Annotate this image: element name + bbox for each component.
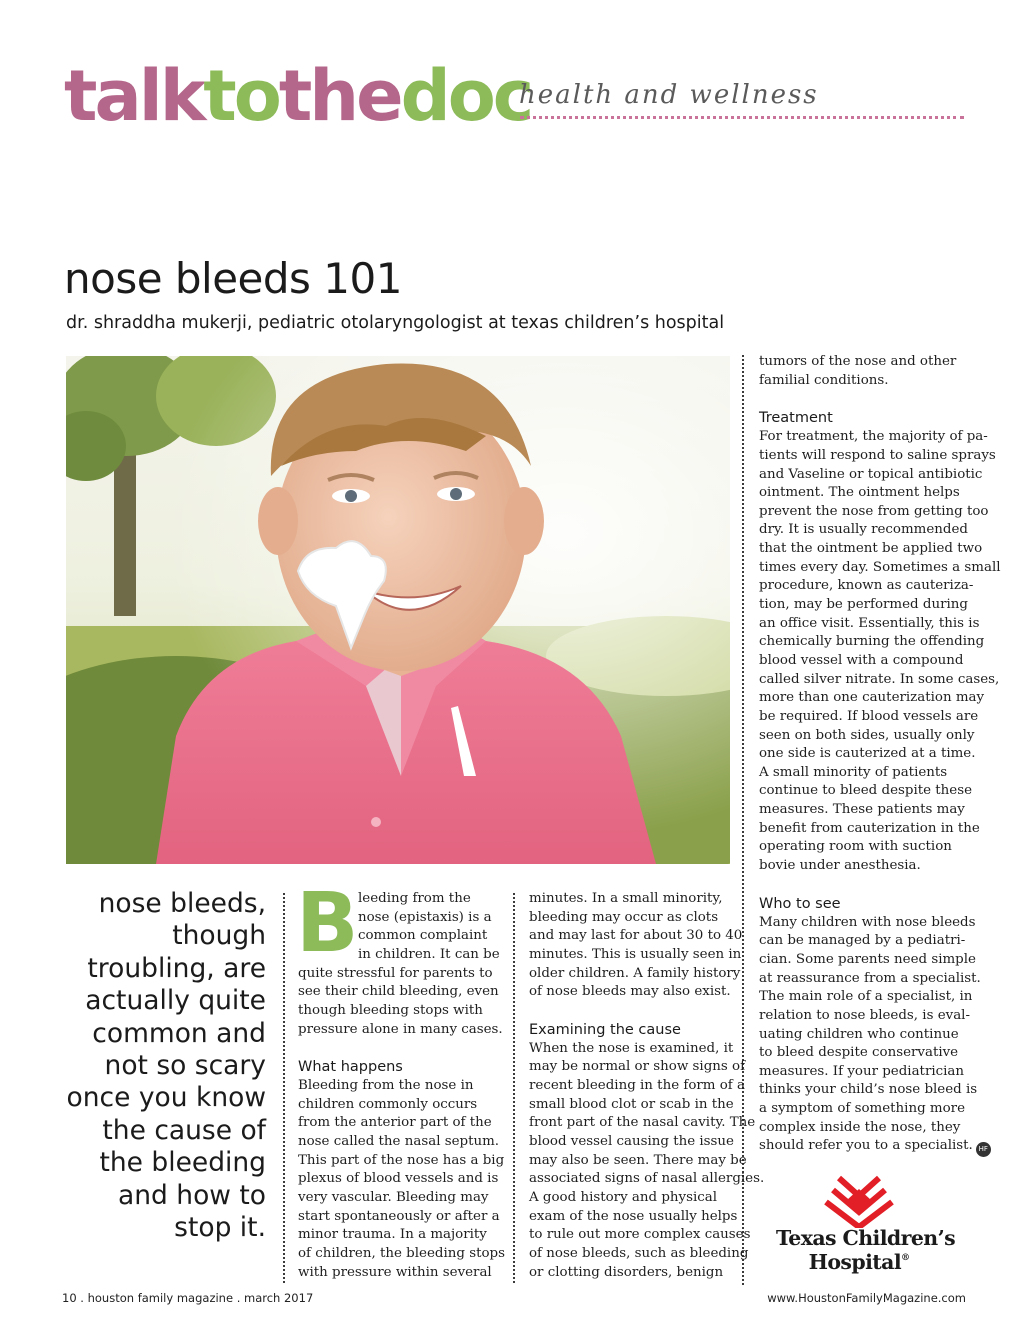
- pull-quote-line: and how to: [118, 1179, 266, 1211]
- text-line: may also be seen. There may be: [529, 1152, 747, 1168]
- column3-body: [759, 353, 1001, 1156]
- pull-quote-line: once you know: [66, 1082, 266, 1114]
- text-line: ointment. The ointment helps: [759, 485, 960, 501]
- text-line: can be managed by a pediatri-: [759, 933, 966, 949]
- text-line: When the nose is examined, it: [529, 1040, 734, 1056]
- header-dotted-rule: [520, 116, 964, 119]
- text-line: exam of the nose usually helps: [529, 1208, 738, 1224]
- column1-body: [298, 965, 505, 1283]
- footer-website: www.HoustonFamilyMagazine.com: [767, 1291, 966, 1305]
- text-line: blood vessel causing the issue: [529, 1134, 734, 1150]
- text-line: chemically burning the offending: [759, 634, 985, 650]
- boy-with-tissue-photo: [66, 356, 730, 864]
- text-line: associated signs of nasal allergies.: [529, 1171, 765, 1187]
- text-line: dry. It is usually recommended: [759, 522, 968, 538]
- text-line: start spontaneously or after a: [298, 1208, 500, 1224]
- text-line: tumors of the nose and other: [759, 354, 957, 369]
- pull-quote-line: stop it.: [174, 1212, 266, 1244]
- pull-quote-line: nose bleeds,: [98, 888, 266, 919]
- pull-quote-line: common and: [92, 1017, 266, 1049]
- text-line: Many children with nose bleeds: [759, 914, 976, 930]
- text-line: see their child bleeding, even: [298, 984, 499, 1000]
- text-line: nose (epistaxis) is a: [358, 909, 492, 925]
- last-line-text: should refer you to a specialist.: [759, 1138, 973, 1154]
- section-heading: What happens: [298, 1059, 403, 1076]
- text-line: [759, 1137, 1001, 1156]
- text-line: recent bleeding in the form of a: [529, 1078, 746, 1094]
- text-line: called silver nitrate. In some cases,: [759, 671, 1000, 687]
- text-line: an office visit. Essentially, this is: [759, 615, 980, 631]
- text-line: thinks your child’s nose bleed is: [759, 1082, 978, 1098]
- text-line: complex inside the nose, they: [759, 1119, 961, 1135]
- text-line: leeding from the: [358, 891, 471, 906]
- text-line: prevent the nose from getting too: [759, 503, 989, 519]
- texas-childrens-chevron-logo: [776, 1172, 956, 1282]
- brand-part-to: to: [203, 55, 279, 137]
- text-line: children commonly occurs: [298, 1096, 478, 1112]
- text-line: tion, may be performed during: [759, 597, 968, 613]
- column-rule-2: [513, 893, 515, 1283]
- text-line: be required. If blood vessels are: [759, 708, 979, 724]
- text-line: of children, the bleeding stops: [298, 1245, 505, 1261]
- column1-intro: [358, 890, 500, 965]
- text-line: minor trauma. In a majority: [298, 1227, 487, 1243]
- text-line: quite stressful for parents to: [298, 965, 493, 981]
- footer-page-info: 10 . houston family magazine . march 2017: [62, 1291, 314, 1305]
- text-line: minutes. In a small minority,: [529, 891, 723, 906]
- text-line: very vascular. Bleeding may: [298, 1190, 489, 1205]
- text-line: plexus of blood vessels and is: [298, 1171, 499, 1187]
- brand-part-doc: doc: [400, 55, 532, 137]
- text-line: familial conditions.: [759, 372, 889, 388]
- text-line: bovie under anesthesia.: [759, 858, 921, 874]
- article-byline: dr. shraddha mukerji, pediatric otolaryngologist at texas children’s hospital: [66, 313, 725, 333]
- logo-line1: Texas Children’s: [776, 1226, 956, 1250]
- text-line: seen on both sides, usually only: [759, 727, 975, 743]
- pull-quote-line: troubling, are: [87, 952, 266, 984]
- text-line: operating room with suction: [759, 839, 952, 855]
- text-line: though bleeding stops with: [298, 1002, 483, 1018]
- text-line: nose called the nasal septum.: [298, 1134, 500, 1150]
- drop-cap: B: [296, 876, 359, 971]
- text-line: For treatment, the majority of pa-: [759, 429, 988, 445]
- brand-part-the: the: [278, 55, 401, 137]
- text-line: times every day. Sometimes a small: [759, 559, 1001, 575]
- magazine-section-logo: [64, 54, 531, 138]
- column-rule-1: [283, 893, 285, 1283]
- column2-body: [529, 890, 764, 1282]
- pull-quote: [60, 888, 266, 1244]
- text-line: continue to bleed despite these: [759, 783, 973, 799]
- text-line: measures. If your pediatrician: [759, 1063, 965, 1079]
- text-line: Bleeding from the nose in: [298, 1078, 474, 1094]
- section-heading: Treatment: [759, 410, 833, 427]
- section-heading: Examining the cause: [529, 1021, 681, 1038]
- text-line: a symptom of something more: [759, 1101, 965, 1117]
- registered-mark: ®: [901, 1253, 910, 1263]
- text-line: of nose bleeds may also exist.: [529, 984, 731, 1000]
- text-line: of nose bleeds, such as bleeding: [529, 1245, 749, 1261]
- text-line: and Vaseline or topical antibiotic: [759, 466, 983, 482]
- text-line: to bleed despite conservative: [759, 1045, 959, 1061]
- text-line: This part of the nose has a big: [298, 1152, 505, 1168]
- text-line: minutes. This is usually seen in: [529, 946, 742, 962]
- section-tag: health and wellness: [519, 80, 819, 110]
- text-line: bleeding may occur as clots: [529, 909, 719, 925]
- pull-quote-line: though: [172, 920, 266, 952]
- text-line: front part of the nasal cavity. The: [529, 1115, 756, 1131]
- text-line: pressure alone in many cases.: [298, 1021, 503, 1037]
- text-line: A good history and physical: [529, 1189, 718, 1205]
- text-line: small blood clot or scab in the: [529, 1096, 734, 1112]
- pull-quote-line: actually quite: [85, 985, 266, 1017]
- text-line: tients will respond to saline sprays: [759, 447, 996, 463]
- text-line: one side is cauterized at a time.: [759, 746, 976, 762]
- pull-quote-line: not so scary: [104, 1050, 266, 1082]
- text-line: with pressure within several: [298, 1264, 492, 1280]
- text-line: cian. Some parents need simple: [759, 951, 976, 967]
- brand-part-talk: talk: [64, 55, 204, 137]
- text-line: uating children who continue: [759, 1026, 959, 1042]
- text-line: relation to nose bleeds, is eval-: [759, 1007, 970, 1023]
- text-line: older children. A family history: [529, 965, 741, 981]
- section-heading: Who to see: [759, 895, 841, 912]
- text-line: benefit from cauterization in the: [759, 820, 980, 836]
- text-line: measures. These patients may: [759, 802, 965, 818]
- end-mark-icon: HF: [976, 1142, 991, 1157]
- text-line: blood vessel with a compound: [759, 652, 964, 668]
- logo-line2-wrap: [776, 1250, 942, 1274]
- text-line: procedure, known as cauteriza-: [759, 578, 974, 594]
- pull-quote-line: the bleeding: [99, 1147, 266, 1179]
- text-line: at reassurance from a specialist.: [759, 970, 981, 986]
- article-title: nose bleeds 101: [64, 254, 402, 303]
- text-line: common complaint: [358, 928, 488, 944]
- text-line: to rule out more complex causes: [529, 1227, 751, 1243]
- text-line: A small minority of patients: [759, 764, 948, 780]
- text-line: and may last for about 30 to 40: [529, 928, 743, 944]
- text-line: from the anterior part of the: [298, 1115, 492, 1131]
- text-line: that the ointment be applied two: [759, 541, 983, 557]
- text-line: The main role of a specialist, in: [759, 989, 973, 1005]
- logo-line2: Hospital: [808, 1250, 902, 1274]
- text-line: may be normal or show signs of: [529, 1059, 746, 1075]
- text-line: more than one cauterization may: [759, 690, 985, 706]
- pull-quote-line: the cause of: [102, 1114, 266, 1146]
- text-line: in children. It can be: [358, 946, 500, 962]
- text-line: or clotting disorders, benign: [529, 1264, 724, 1280]
